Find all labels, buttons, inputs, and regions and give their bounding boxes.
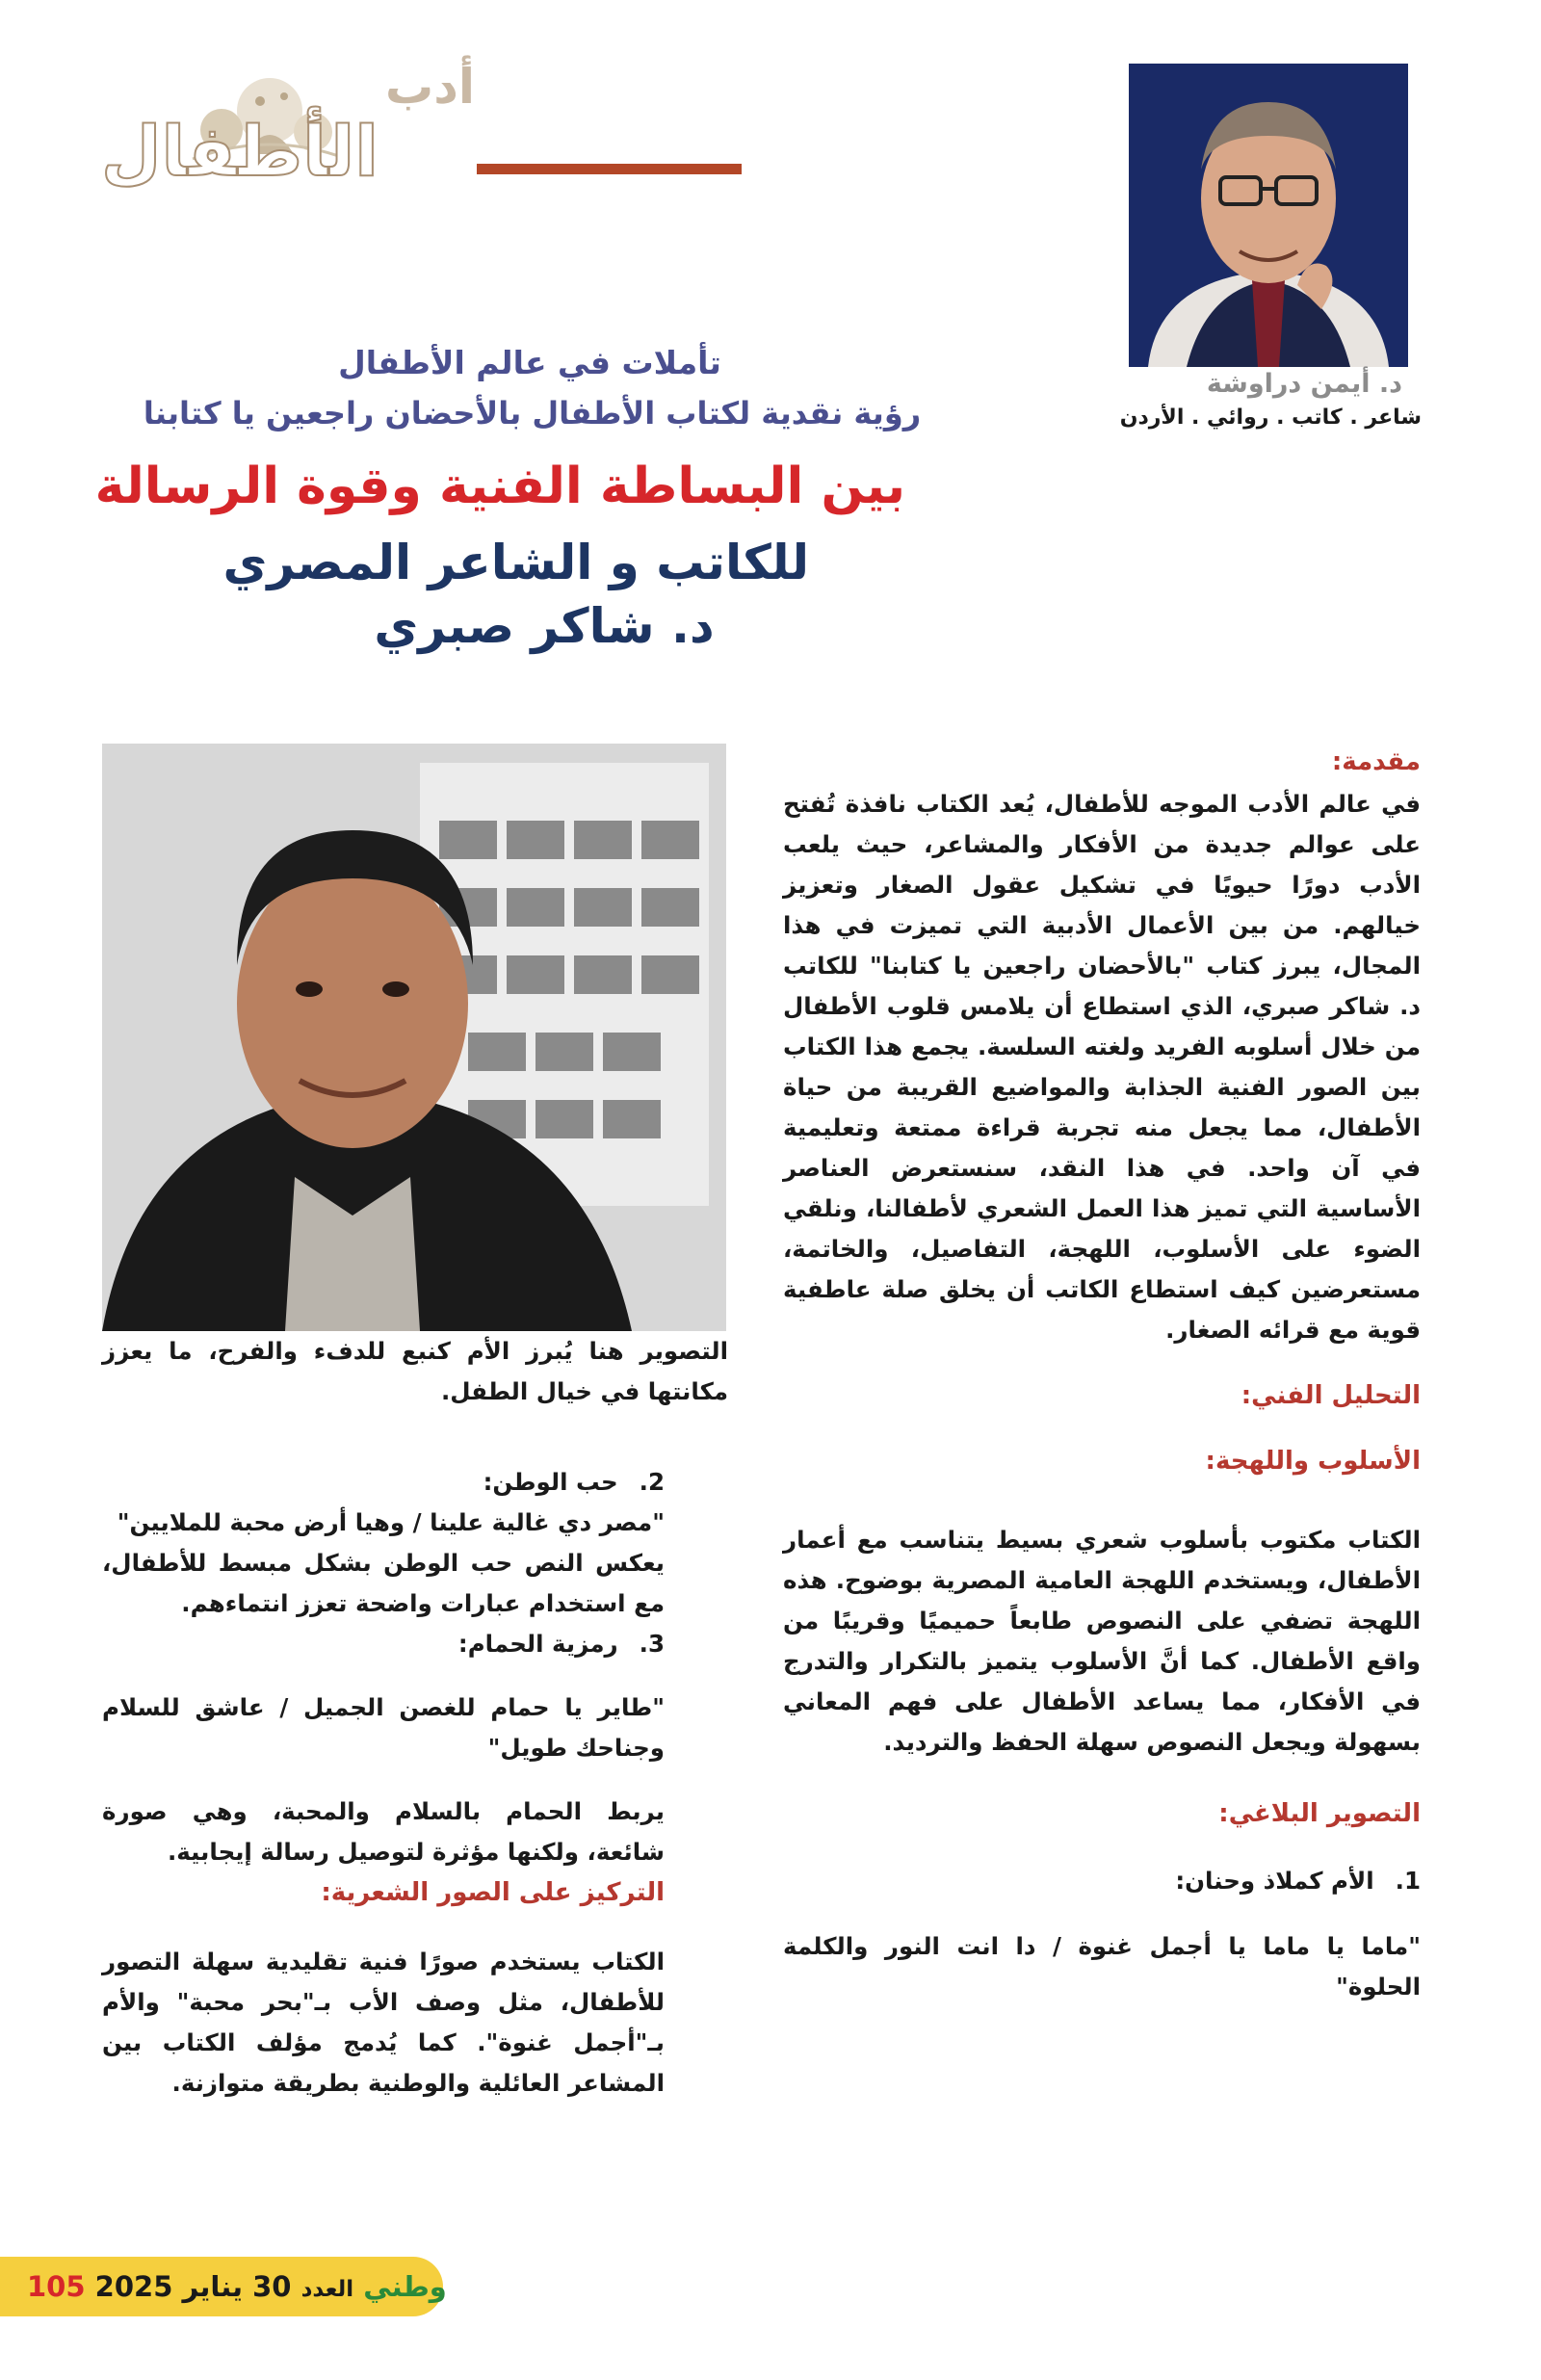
footer-text xyxy=(27,2270,447,2303)
list-item xyxy=(783,1861,1421,1901)
page-number: 105 xyxy=(27,2270,86,2303)
imagery-heading: التصوير البلاغي: xyxy=(1218,1799,1421,1828)
series-title: تأملات في عالم الأطفال xyxy=(338,344,721,381)
logo-underline xyxy=(477,164,742,174)
paragraph: الكتاب يستخدم صورًا فنية تقليدية سهلة التصور للأطفال، مثل وصف الأب بـ"بحر محبة" والأم بـ"أجمل غنوة". كما يُدمج مؤلف الكتاب بين المشاعر العائلية والوطنية بطريقة متوازنة. xyxy=(102,1948,665,2097)
list-title: حب الوطن: xyxy=(483,1468,618,1496)
list-title: الأم كملاذ وحنان: xyxy=(1175,1867,1374,1895)
list-item xyxy=(102,1462,665,1503)
article-author: د. شاكر صبري xyxy=(374,598,715,654)
section-logo xyxy=(96,59,655,197)
author-name: د. أيمن دراوشة xyxy=(1206,369,1402,399)
poet-photo xyxy=(102,744,726,1331)
quote: "ماما يا ماما يا أجمل غنوة / دا انت النور والكلمة الحلوة" xyxy=(783,1932,1421,2001)
logo-word-top: أدب xyxy=(385,59,476,115)
article-subtitle: للكاتب و الشاعر المصري xyxy=(222,535,809,590)
list-number: 2. xyxy=(639,1468,665,1496)
page-footer xyxy=(0,2257,447,2316)
magazine-name: وطني xyxy=(363,2270,447,2303)
intro-paragraph: في عالم الأدب الموجه للأطفال، يُعد الكتاب نافذة تُفتح على عوالم جديدة من الأفكار والمشاعر، حيث يلعب الأدب دورًا حيويًا في تشكيل عقول الصغار وتعزيز خيالهم. من بين الأعمال الأدبية التي تميزت في هذا المجال، يبرز كتاب "بالأحضان راجعين يا كتابنا" للكاتب د. شاكر صبري، الذي استطاع أن يلامس قلوب الأطفال من خلال أسلوبه الفريد ولغته السلسة. يجمع هذا الكتاب بين الصور الفنية الجذابة والمواضيع القريبة من حياة الأطفال، مما يجعل منه تجربة قراءة ممتعة وتعليمية في آن واحد. في هذا النقد، سنستعرض العناصر الأساسية التي تميز هذا العمل الشعري لأطفالنا، ونلقي الضوء على الأسلوب، اللهجة، التفاصيل، والخاتمة، مستعرضين كيف استطاع الكاتب أن يخلق صلة عاطفية قوية مع قرائه الصغار. xyxy=(783,790,1421,1344)
focus-heading: التركيز على الصور الشعرية: xyxy=(321,1878,665,1907)
style-heading: الأسلوب واللهجة: xyxy=(1205,1447,1421,1476)
list-item xyxy=(102,1624,665,1664)
right-column xyxy=(783,742,1421,2007)
author-roles: شاعر . كاتب . روائي . الأردن xyxy=(1119,405,1422,430)
left-column xyxy=(102,1443,665,2104)
issue-label: العدد xyxy=(300,2277,354,2302)
list-number: 1. xyxy=(1395,1867,1421,1895)
list-title: رمزية الحمام: xyxy=(457,1630,618,1658)
analysis-heading: التحليل الفني: xyxy=(1241,1381,1421,1410)
photo-caption: التصوير هنا يُبرز الأم كنبع للدفء والفرح، ما يعزز مكانتها في خيال الطفل. xyxy=(102,1337,728,1405)
author-portrait-icon xyxy=(1129,64,1408,367)
style-paragraph: الكتاب مكتوب بأسلوب شعري بسيط يتناسب مع أعمار الأطفال، ويستخدم اللهجة العامية المصرية بوضوح. هذه اللهجة تضفي على النصوص طابعاً حميميًا وقريبًا من واقع الأطفال. كما أنَّ الأسلوب يتميز بالتكرار والتدرج في الأفكار، مما يساعد الأطفال على فهم المعاني بسهولة ويجعل النصوص سهلة الحفظ والترديد. xyxy=(783,1526,1421,1756)
article-title: بين البساطة الفنية وقوة الرسالة xyxy=(94,458,905,515)
paragraph: يربط الحمام بالسلام والمحبة، وهي صورة شائعة، ولكنها مؤثرة لتوصيل رسالة إيجابية. xyxy=(102,1797,665,1866)
issue-date: 30 يناير 2025 xyxy=(94,2270,292,2303)
paragraph: يعكس النص حب الوطن بشكل مبسط للأطفال، مع استخدام عبارات واضحة تعزز انتماءهم. xyxy=(102,1549,665,1617)
poet-portrait-icon xyxy=(102,744,726,1331)
author-photo xyxy=(1129,64,1408,367)
quote: "مصر دي غالية علينا / وهيا أرض محبة للملايين" xyxy=(117,1508,665,1536)
series-subtitle: رؤية نقدية لكتاب الأطفال بالأحضان راجعين يا كتابنا xyxy=(143,395,922,432)
logo-word-main: الأطفال xyxy=(101,111,379,192)
intro-heading: مقدمة: xyxy=(1331,747,1421,776)
quote: "طاير يا حمام للغصن الجميل / عاشق للسلام وجناحك طويل" xyxy=(102,1693,665,1762)
list-number: 3. xyxy=(639,1630,665,1658)
